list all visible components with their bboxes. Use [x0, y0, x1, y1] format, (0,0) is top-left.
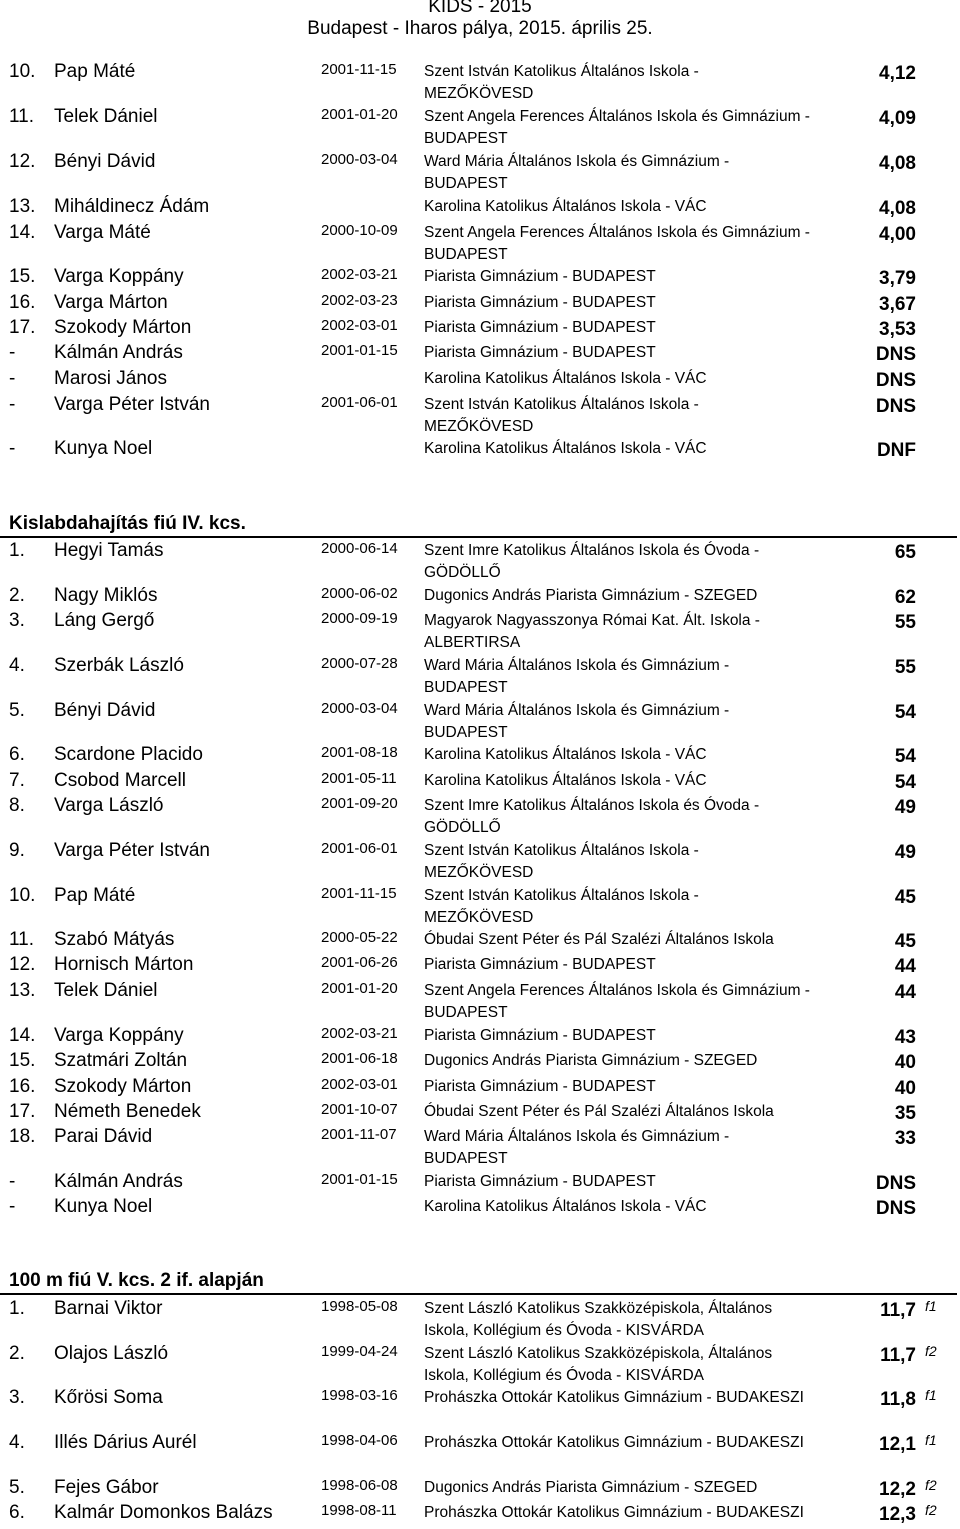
place-number: 10.: [9, 885, 36, 906]
section-title: 100 m fiú V. kcs. 2 if. alapján: [0, 1269, 957, 1295]
school-line: Karolina Katolikus Általános Iskola - VÁC: [424, 198, 707, 215]
school-line: Szent Imre Katolikus Általános Iskola és Óvoda -: [424, 542, 760, 559]
athlete-name: Telek Dániel: [54, 980, 158, 1001]
result-value: 3,53: [879, 319, 916, 340]
place-number: 1.: [9, 1298, 25, 1319]
athlete-name: Pap Máté: [54, 61, 136, 82]
result-value: 54: [894, 702, 916, 723]
school-line: BUDAPEST: [424, 724, 508, 741]
birth-date: 1998-08-11: [321, 1502, 397, 1519]
school-line: Óbudai Szent Péter és Pál Szalézi Általános Iskola: [424, 1103, 774, 1120]
result-value: DNS: [875, 1173, 916, 1194]
result-value: 65: [894, 542, 916, 563]
heat-note: f1: [925, 1432, 937, 1448]
school-line: Dugonics András Piarista Gimnázium - SZEGED: [424, 1479, 758, 1496]
school-line: Szent István Katolikus Általános Iskola -: [424, 63, 699, 80]
athlete-name: Szokody Márton: [54, 317, 192, 338]
school-line: Karolina Katolikus Általános Iskola - VÁC: [424, 772, 707, 789]
birth-date: 2001-01-20: [321, 980, 398, 997]
place-number: 17.: [9, 317, 36, 338]
athlete-name: Bényi Dávid: [54, 700, 156, 721]
page-subtitle: Budapest - Iharos pálya, 2015. április 25.: [307, 18, 653, 39]
place-number: 11.: [9, 929, 35, 950]
birth-date: 2001-01-15: [321, 1171, 398, 1188]
athlete-name: Barnai Viktor: [54, 1298, 163, 1319]
birth-date: 2000-06-14: [321, 540, 398, 557]
school-line: Piarista Gimnázium - BUDAPEST: [424, 344, 656, 361]
birth-date: 2001-11-15: [321, 61, 397, 78]
school-line: Szent Angela Ferences Általános Iskola és Gimnázium -: [424, 982, 810, 999]
result-value: 40: [894, 1052, 916, 1073]
school-line: GÖDÖLLŐ: [424, 564, 501, 581]
school-line: GÖDÖLLŐ: [424, 819, 501, 836]
birth-date: 1998-06-08: [321, 1477, 398, 1494]
athlete-name: Varga László: [54, 795, 164, 816]
school-line: Szent Imre Katolikus Általános Iskola és Óvoda -: [424, 797, 760, 814]
place-number: 7.: [9, 770, 25, 791]
birth-date: 2001-01-20: [321, 106, 398, 123]
result-value: 4,12: [879, 63, 916, 84]
school-line: BUDAPEST: [424, 130, 508, 147]
school-line: Szent István Katolikus Általános Iskola -: [424, 396, 699, 413]
athlete-name: Varga Koppány: [54, 266, 184, 287]
athlete-name: Szatmári Zoltán: [54, 1050, 188, 1071]
place-number: 2.: [9, 1343, 25, 1364]
result-value: 44: [894, 982, 916, 1003]
birth-date: 2001-11-07: [321, 1126, 397, 1143]
athlete-name: Kőrösi Soma: [54, 1387, 163, 1408]
athlete-name: Szabó Mátyás: [54, 929, 175, 950]
athlete-name: Kálmán András: [54, 1171, 183, 1192]
place-number: 6.: [9, 744, 25, 765]
athlete-name: Kálmán András: [54, 342, 183, 363]
birth-date: 1998-04-06: [321, 1432, 398, 1449]
athlete-name: Bényi Dávid: [54, 151, 156, 172]
athlete-name: Marosi János: [54, 368, 167, 389]
result-value: DNS: [875, 344, 916, 365]
result-value: 3,79: [879, 268, 916, 289]
place-number: 9.: [9, 840, 25, 861]
place-number: 2.: [9, 585, 25, 606]
school-line: Ward Mária Általános Iskola és Gimnázium -: [424, 657, 730, 674]
place-number: -: [9, 1196, 16, 1217]
place-number: 13.: [9, 980, 36, 1001]
athlete-name: Csobod Marcell: [54, 770, 186, 791]
school-line: BUDAPEST: [424, 679, 508, 696]
place-number: -: [9, 342, 16, 363]
result-value: 45: [894, 887, 916, 908]
result-value: 55: [894, 657, 916, 678]
athlete-name: Illés Dárius Aurél: [54, 1432, 197, 1453]
athlete-name: Kalmár Domonkos Balázs: [54, 1502, 273, 1523]
result-value: 54: [894, 746, 916, 767]
school-line: MEZŐKÖVESD: [424, 418, 534, 435]
athlete-name: Láng Gergő: [54, 610, 155, 631]
school-line: Piarista Gimnázium - BUDAPEST: [424, 319, 656, 336]
result-value: 43: [894, 1027, 916, 1048]
school-line: Piarista Gimnázium - BUDAPEST: [424, 1027, 656, 1044]
result-value: DNS: [875, 370, 916, 391]
place-number: 10.: [9, 61, 36, 82]
result-value: 4,08: [879, 153, 916, 174]
result-value: 33: [894, 1128, 916, 1149]
result-value: DNS: [875, 396, 916, 417]
result-value: 12,3: [879, 1504, 916, 1525]
athlete-name: Fejes Gábor: [54, 1477, 159, 1498]
athlete-name: Varga Péter István: [54, 840, 210, 861]
birth-date: 2001-06-18: [321, 1050, 398, 1067]
result-value: 3,67: [879, 294, 916, 315]
school-line: Szent Angela Ferences Általános Iskola és Gimnázium -: [424, 108, 810, 125]
school-line: ALBERTIRSA: [424, 634, 521, 651]
birth-date: 2002-03-21: [321, 1025, 398, 1042]
heat-note: f1: [925, 1298, 937, 1314]
place-number: 6.: [9, 1502, 25, 1523]
place-number: 1.: [9, 540, 25, 561]
place-number: -: [9, 394, 16, 415]
birth-date: 2001-06-01: [321, 394, 398, 411]
heat-note: f1: [925, 1387, 937, 1403]
school-line: Karolina Katolikus Általános Iskola - VÁC: [424, 370, 707, 387]
athlete-name: Varga Koppány: [54, 1025, 184, 1046]
result-value: 12,1: [879, 1434, 916, 1455]
heat-note: f2: [925, 1477, 937, 1493]
school-line: Piarista Gimnázium - BUDAPEST: [424, 294, 656, 311]
heat-note: f2: [925, 1502, 937, 1518]
birth-date: 2002-03-01: [321, 1076, 398, 1093]
result-value: 49: [894, 842, 916, 863]
result-value: 4,00: [879, 224, 916, 245]
result-value: 35: [894, 1103, 916, 1124]
result-value: 55: [894, 612, 916, 633]
birth-date: 2001-11-15: [321, 885, 397, 902]
place-number: 12.: [9, 954, 36, 975]
athlete-name: Szerbák László: [54, 655, 184, 676]
school-line: Iskola, Kollégium és Óvoda - KISVÁRDA: [424, 1322, 704, 1339]
school-line: Szent István Katolikus Általános Iskola -: [424, 887, 699, 904]
school-line: Ward Mária Általános Iskola és Gimnázium -: [424, 1128, 730, 1145]
place-number: 8.: [9, 795, 25, 816]
athlete-name: Parai Dávid: [54, 1126, 153, 1147]
birth-date: 2000-09-19: [321, 610, 398, 627]
result-value: 49: [894, 797, 916, 818]
birth-date: 2000-03-04: [321, 700, 398, 717]
birth-date: 2002-03-01: [321, 317, 398, 334]
result-value: 44: [894, 956, 916, 977]
school-line: Szent László Katolikus Szakközépiskola, Általános: [424, 1345, 773, 1362]
school-line: MEZŐKÖVESD: [424, 909, 534, 926]
school-line: BUDAPEST: [424, 175, 508, 192]
birth-date: 2001-10-07: [321, 1101, 398, 1118]
school-line: Dugonics András Piarista Gimnázium - SZEGED: [424, 587, 758, 604]
school-line: Karolina Katolikus Általános Iskola - VÁC: [424, 440, 707, 457]
birth-date: 1998-03-16: [321, 1387, 398, 1404]
place-number: 3.: [9, 610, 25, 631]
place-number: 4.: [9, 1432, 25, 1453]
place-number: 14.: [9, 1025, 36, 1046]
section-title: Kislabdahajítás fiú IV. kcs.: [0, 512, 957, 538]
place-number: 12.: [9, 151, 36, 172]
birth-date: 2001-09-20: [321, 795, 398, 812]
place-number: 5.: [9, 1477, 25, 1498]
athlete-name: Szokody Márton: [54, 1076, 192, 1097]
school-line: Piarista Gimnázium - BUDAPEST: [424, 956, 656, 973]
result-value: 11,7: [880, 1300, 916, 1321]
school-line: Prohászka Ottokár Katolikus Gimnázium - BUDAKESZI: [424, 1504, 804, 1521]
athlete-name: Telek Dániel: [54, 106, 158, 127]
athlete-name: Varga Máté: [54, 222, 151, 243]
athlete-name: Kunya Noel: [54, 1196, 153, 1217]
result-value: DNF: [876, 440, 916, 461]
school-line: Szent Angela Ferences Általános Iskola és Gimnázium -: [424, 224, 810, 241]
place-number: 15.: [9, 266, 36, 287]
result-value: 62: [894, 587, 916, 608]
heat-note: f2: [925, 1343, 937, 1359]
school-line: Szent István Katolikus Általános Iskola -: [424, 842, 699, 859]
birth-date: 2002-03-21: [321, 266, 398, 283]
page-title: KIDS - 2015: [428, 0, 532, 17]
place-number: -: [9, 1171, 16, 1192]
result-value: DNS: [875, 1198, 916, 1219]
school-line: Piarista Gimnázium - BUDAPEST: [424, 1078, 656, 1095]
athlete-name: Varga Márton: [54, 292, 168, 313]
birth-date: 1999-04-24: [321, 1343, 398, 1360]
birth-date: 2002-03-23: [321, 292, 398, 309]
birth-date: 2000-05-22: [321, 929, 398, 946]
place-number: 16.: [9, 1076, 36, 1097]
school-line: Magyarok Nagyasszonya Római Kat. Ált. Iskola -: [424, 612, 760, 629]
place-number: 18.: [9, 1126, 36, 1147]
place-number: 11.: [9, 106, 35, 127]
place-number: 3.: [9, 1387, 25, 1408]
birth-date: 2001-06-26: [321, 954, 398, 971]
birth-date: 2000-10-09: [321, 222, 398, 239]
birth-date: 2001-08-18: [321, 744, 398, 761]
athlete-name: Miháldinecz Ádám: [54, 196, 210, 217]
result-value: 11,7: [880, 1345, 916, 1366]
birth-date: 2001-01-15: [321, 342, 398, 359]
athlete-name: Olajos László: [54, 1343, 169, 1364]
school-line: BUDAPEST: [424, 1150, 508, 1167]
school-line: Piarista Gimnázium - BUDAPEST: [424, 268, 656, 285]
athlete-name: Pap Máté: [54, 885, 136, 906]
school-line: Karolina Katolikus Általános Iskola - VÁC: [424, 1198, 707, 1215]
school-line: Dugonics András Piarista Gimnázium - SZEGED: [424, 1052, 758, 1069]
school-line: Szent László Katolikus Szakközépiskola, Általános: [424, 1300, 773, 1317]
school-line: Piarista Gimnázium - BUDAPEST: [424, 1173, 656, 1190]
result-value: 54: [894, 772, 916, 793]
birth-date: 2001-06-01: [321, 840, 398, 857]
place-number: 13.: [9, 196, 36, 217]
result-value: 12,2: [879, 1479, 916, 1500]
athlete-name: Nagy Miklós: [54, 585, 158, 606]
result-value: 4,08: [879, 198, 916, 219]
result-value: 45: [894, 931, 916, 952]
school-line: Óbudai Szent Péter és Pál Szalézi Általános Iskola: [424, 931, 774, 948]
place-number: 15.: [9, 1050, 36, 1071]
school-line: Iskola, Kollégium és Óvoda - KISVÁRDA: [424, 1367, 704, 1384]
birth-date: 2000-03-04: [321, 151, 398, 168]
page-header: [0, 0, 960, 40]
birth-date: 1998-05-08: [321, 1298, 398, 1315]
place-number: 4.: [9, 655, 25, 676]
place-number: -: [9, 368, 16, 389]
school-line: BUDAPEST: [424, 246, 508, 263]
school-line: Prohászka Ottokár Katolikus Gimnázium - BUDAKESZI: [424, 1389, 804, 1406]
school-line: Ward Mária Általános Iskola és Gimnázium -: [424, 702, 730, 719]
athlete-name: Hornisch Márton: [54, 954, 194, 975]
place-number: 16.: [9, 292, 36, 313]
school-line: BUDAPEST: [424, 1004, 508, 1021]
birth-date: 2000-07-28: [321, 655, 398, 672]
school-line: Ward Mária Általános Iskola és Gimnázium -: [424, 153, 730, 170]
result-value: 4,09: [879, 108, 916, 129]
athlete-name: Hegyi Tamás: [54, 540, 164, 561]
athlete-name: Varga Péter István: [54, 394, 210, 415]
birth-date: 2000-06-02: [321, 585, 398, 602]
athlete-name: Scardone Placido: [54, 744, 203, 765]
place-number: 17.: [9, 1101, 36, 1122]
school-line: MEZŐKÖVESD: [424, 864, 534, 881]
athlete-name: Kunya Noel: [54, 438, 153, 459]
place-number: -: [9, 438, 16, 459]
place-number: 5.: [9, 700, 25, 721]
school-line: MEZŐKÖVESD: [424, 85, 534, 102]
athlete-name: Németh Benedek: [54, 1101, 201, 1122]
result-value: 11,8: [880, 1389, 916, 1410]
school-line: Prohászka Ottokár Katolikus Gimnázium - BUDAKESZI: [424, 1434, 804, 1451]
result-value: 40: [894, 1078, 916, 1099]
place-number: 14.: [9, 222, 36, 243]
school-line: Karolina Katolikus Általános Iskola - VÁC: [424, 746, 707, 763]
birth-date: 2001-05-11: [321, 770, 397, 787]
